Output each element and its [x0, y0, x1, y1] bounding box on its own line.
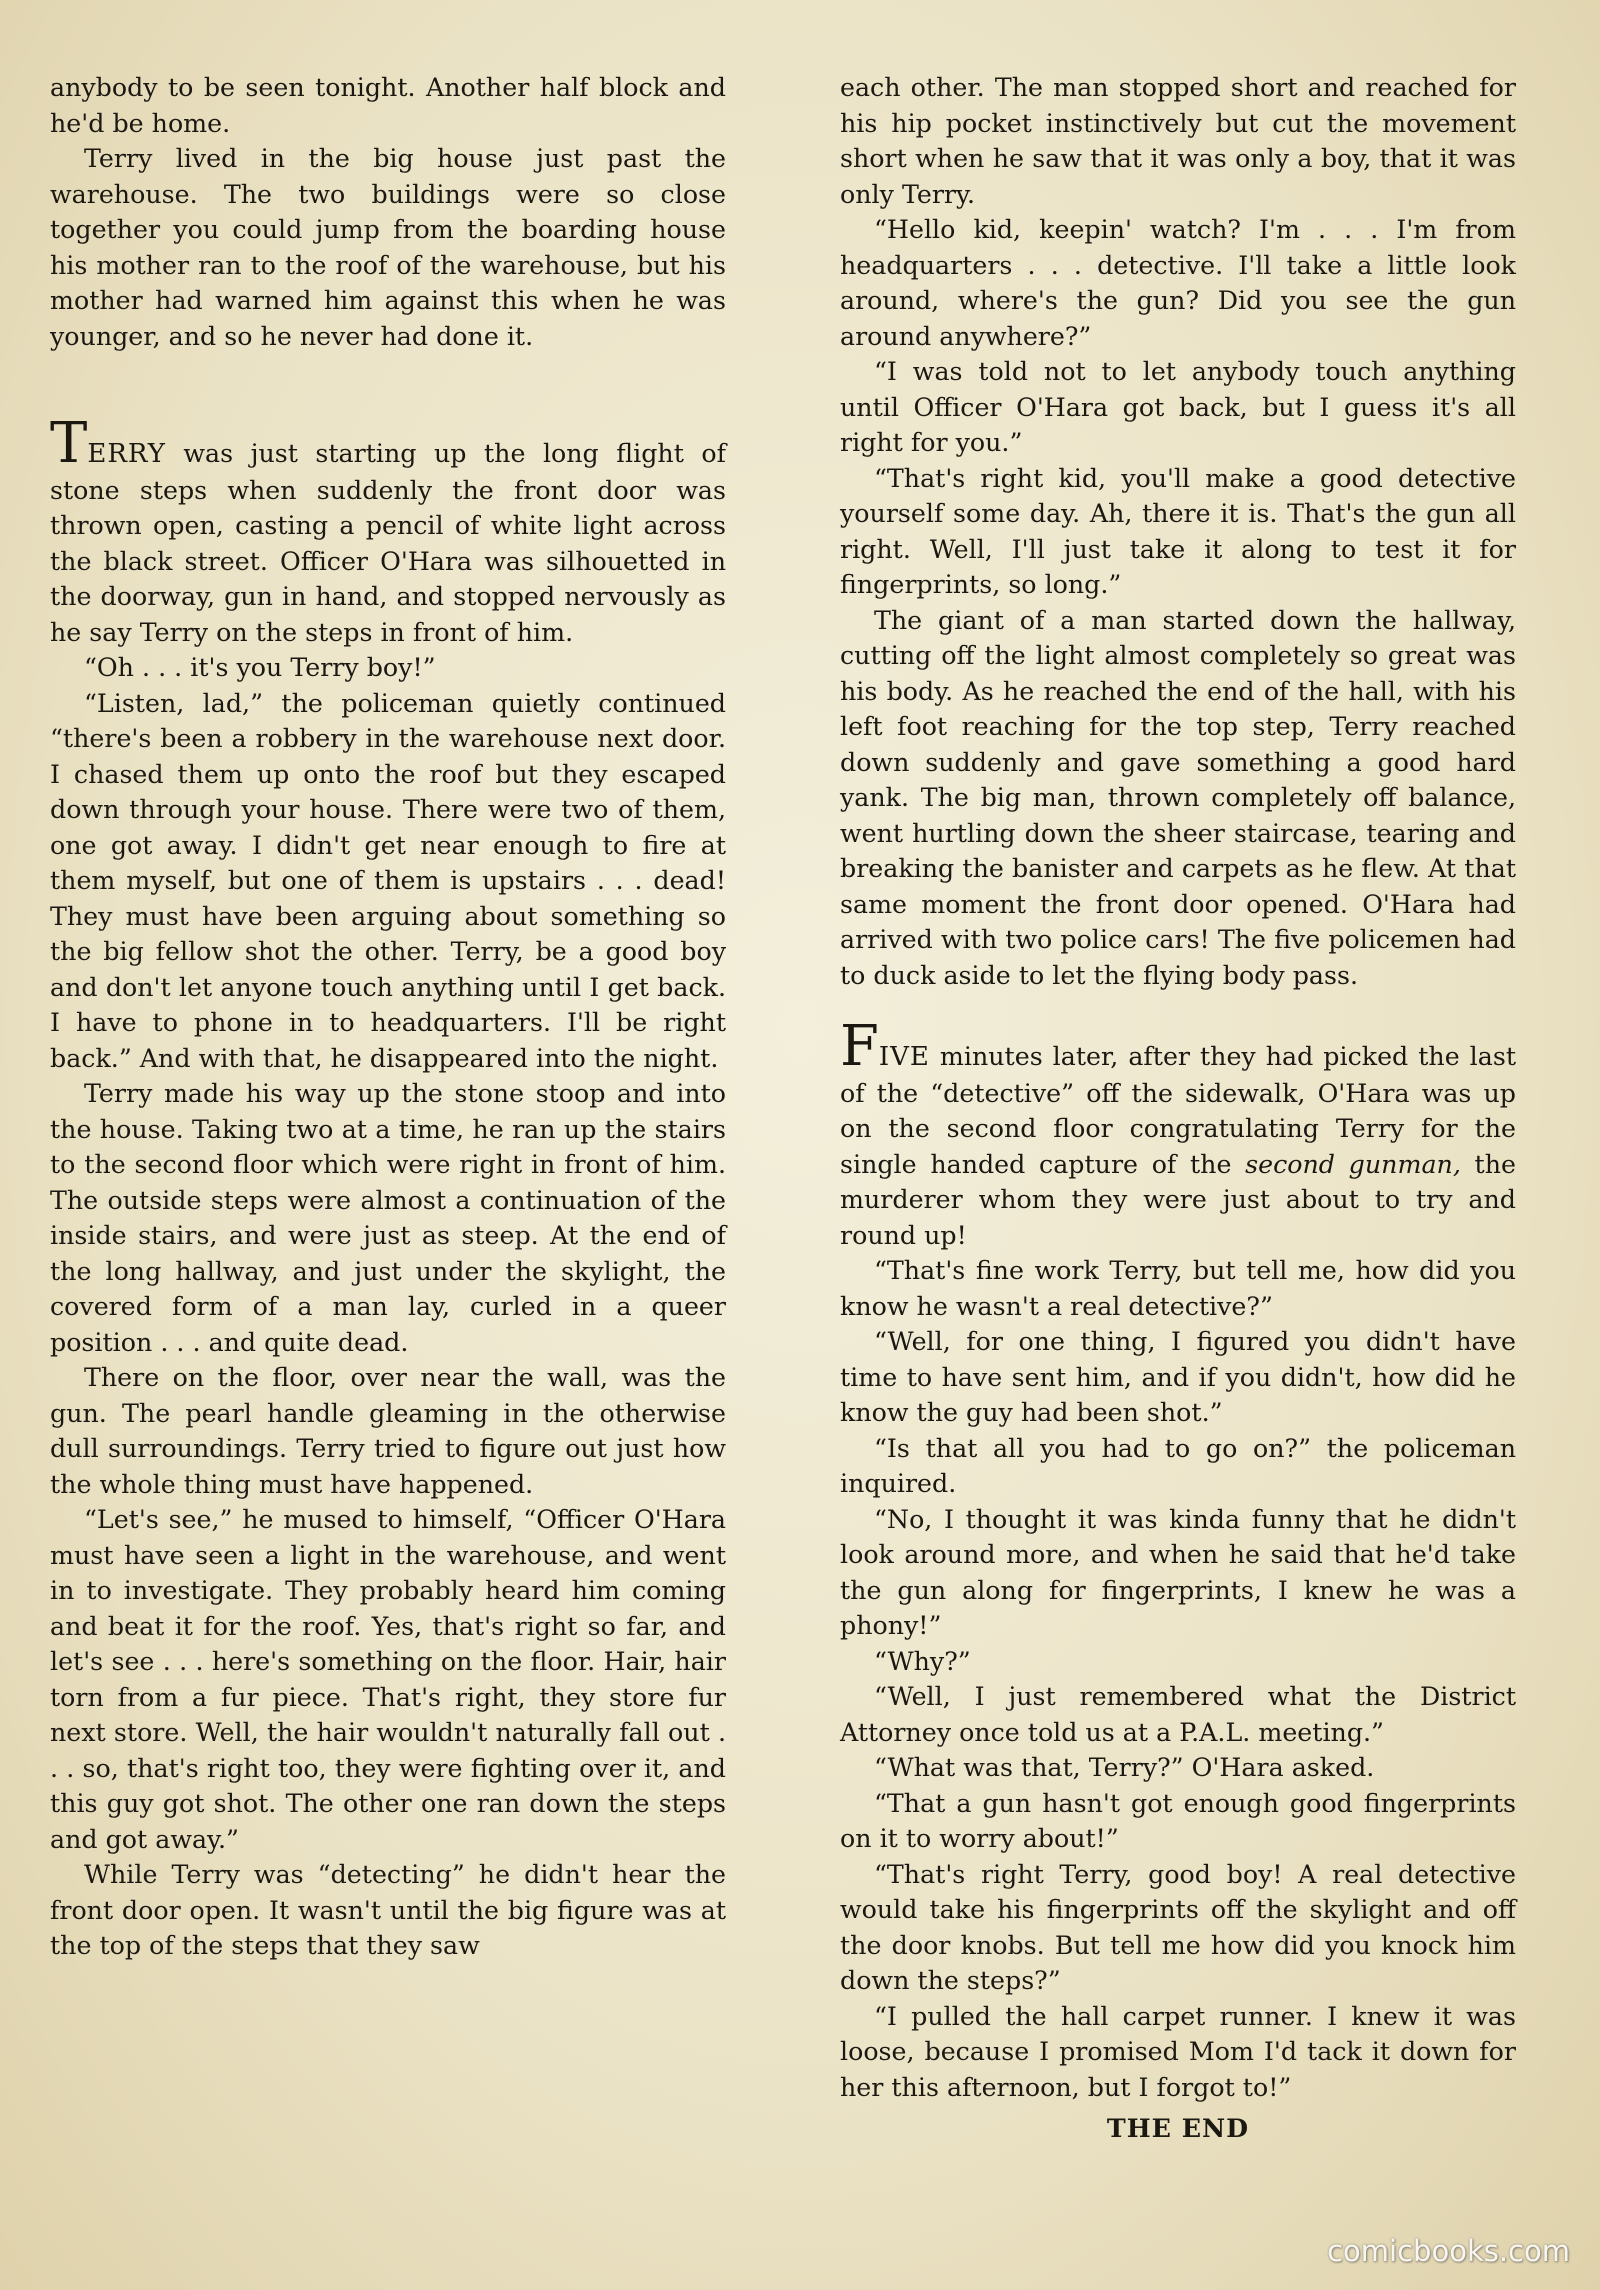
paragraph: “Why?”: [874, 1646, 971, 1676]
site-watermark: comicbooks.com: [1327, 2234, 1570, 2268]
paragraph: “Hello kid, keepin' watch? I'm . . . I'm from headquarters . . . detective. I'll take a little look around, where's the gun? Did you see the gun around anywhere?”: [840, 215, 1516, 351]
paragraph: anybody to be seen tonight. Another half block and he'd be home.: [50, 73, 726, 138]
paragraph: “That a gun hasn't got enough good fingerprints on it to worry about!”: [840, 1788, 1516, 1853]
paragraph: “What was that, Terry?” O'Hara asked.: [874, 1753, 1375, 1782]
paragraph: The giant of a man started down the hallway, cutting off the light almost completely so great was his body. As he reached the end of the hall, with his left foot reaching for the top step, Terry reached down suddenly and gave something a good hard yank. The big man, thrown completely off balance, went hurtling down the sheer staircase, tearing and breaking the banister and carpets as he flew. At that same moment the front door opened. O'Hara had arrived with two police cars! The five policemen had to duck aside to let the flying body pass.: [840, 605, 1516, 990]
paragraph: “Well, I just remembered what the District Attorney once told us at a P.A.L. meeting.”: [840, 1682, 1516, 1747]
paragraph-text: the murderer whom they were just about to try and round up!: [840, 1149, 1516, 1250]
drop-cap: F: [840, 1014, 879, 1079]
small-caps-word: ERRY: [87, 439, 166, 469]
paragraph: “No, I thought it was kinda funny that he didn't look around more, and when he said that he'd take the gun along for fingerprints, I knew he was a phony!”: [840, 1504, 1516, 1640]
paragraph: “That's fine work Terry, but tell me, how did you know he wasn't a real detective?”: [840, 1256, 1516, 1321]
left-column: [50, 70, 726, 1964]
section-gap: [50, 354, 726, 424]
paragraph: Terry made his way up the stone stoop and into the house. Taking two at a time, he ran up the stairs to the second floor which were right in front of him. The outside steps were almost a continuation of the inside stairs, and were just as steep. At the end of the long hallway, and just under the skylight, the covered form of a man lay, curled in a queer position . . . and quite dead.: [50, 1079, 726, 1357]
paragraph: There on the floor, over near the wall, was the gun. The pearl handle gleaming in the otherwise dull surroundings. Terry tried to figure out just how the whole thing must have happened.: [50, 1363, 726, 1499]
italic-phrase: second gunman,: [1245, 1149, 1461, 1179]
paragraph-section-start: [50, 411, 726, 650]
the-end-label: THE END: [1106, 2113, 1250, 2143]
paragraph: “I pulled the hall carpet runner. I knew it was loose, because I promised Mom I'd tack it down for her this afternoon, but I forgot to!”: [840, 2001, 1516, 2102]
paragraph: “Listen, lad,” the policeman quietly continued “there's been a robbery in the warehouse next door. I chased them up onto the roof but they escaped down through your house. There were two of them, one got away. I didn't get near enough to fire at them myself, but one of them is upstairs . . . dead! They must have been arguing about something so the big fellow shot the other. Terry, be a good boy and don't let anyone touch anything until I get back. I have to phone in to headquarters. I'll be right back.” And with that, he disappeared into the night.: [50, 688, 726, 1073]
drop-cap: T: [50, 411, 88, 476]
paragraph: “Let's see,” he mused to himself, “Officer O'Hara must have seen a light in the warehouse, and went in to investigate. They probably heard him coming and beat it for the roof. Yes, that's right so far, and let's see . . . here's something on the floor. Hair, hair torn from a fur piece. That's right, they store fur next store. Well, the hair wouldn't naturally fall out . . . so, that's right too, they were fighting over it, and this guy got shot. The other one ran down the steps and got away.”: [50, 1505, 726, 1854]
paragraph: Terry lived in the big house just past the warehouse. The two buildings were so close together you could jump from the boarding house his mother ran to the roof of the warehouse, but his mother had warned him against this when he was younger, and so he never had done it.: [50, 144, 726, 351]
paragraph: “That's right kid, you'll make a good detective yourself some day. Ah, there it is. That's the gun all right. Well, I'll just take it along to test it for fingerprints, so long.”: [840, 463, 1516, 599]
paragraph: each other. The man stopped short and reached for his hip pocket instinctively but cut the movement short when he saw that it was only a boy, that it was only Terry.: [840, 73, 1516, 209]
paragraph: “Is that all you had to go on?” the policeman inquired.: [840, 1433, 1516, 1498]
small-caps-word: IVE: [878, 1042, 930, 1072]
paragraph: “Oh . . . it's you Terry boy!”: [84, 653, 436, 682]
paragraph-section-start: [840, 1014, 1516, 1253]
right-column: [840, 70, 1516, 2147]
section-gap: [840, 993, 1516, 1027]
paragraph-text: was just starting up the long flight of stone steps when suddenly the front door was thrown open, casting a pencil of white light across the black street. Officer O'Hara was silhouetted in the doorway, gun in hand, and stopped nervously as he say Terry on the steps in front of him.: [50, 439, 726, 647]
paragraph: While Terry was “detecting” he didn't hear the front door open. It wasn't until the big figure was at the top of the steps that they saw: [50, 1860, 726, 1960]
paragraph: “I was told not to let anybody touch anything until Officer O'Hara got back, but I guess it's all right for you.”: [840, 357, 1516, 457]
paragraph-text: minutes later, after they had picked the last of the “detective” off the sidewalk, O'Hara was up on the second floor congratulating Terry for the single handed capture of the: [840, 1042, 1516, 1179]
paragraph: “Well, for one thing, I figured you didn't have time to have sent him, and if you didn't, how did he know the guy had been shot.”: [840, 1327, 1516, 1427]
paragraph: “That's right Terry, good boy! A real detective would take his fingerprints off the skylight and off the door knobs. But tell me how did you knock him down the steps?”: [840, 1859, 1516, 1995]
